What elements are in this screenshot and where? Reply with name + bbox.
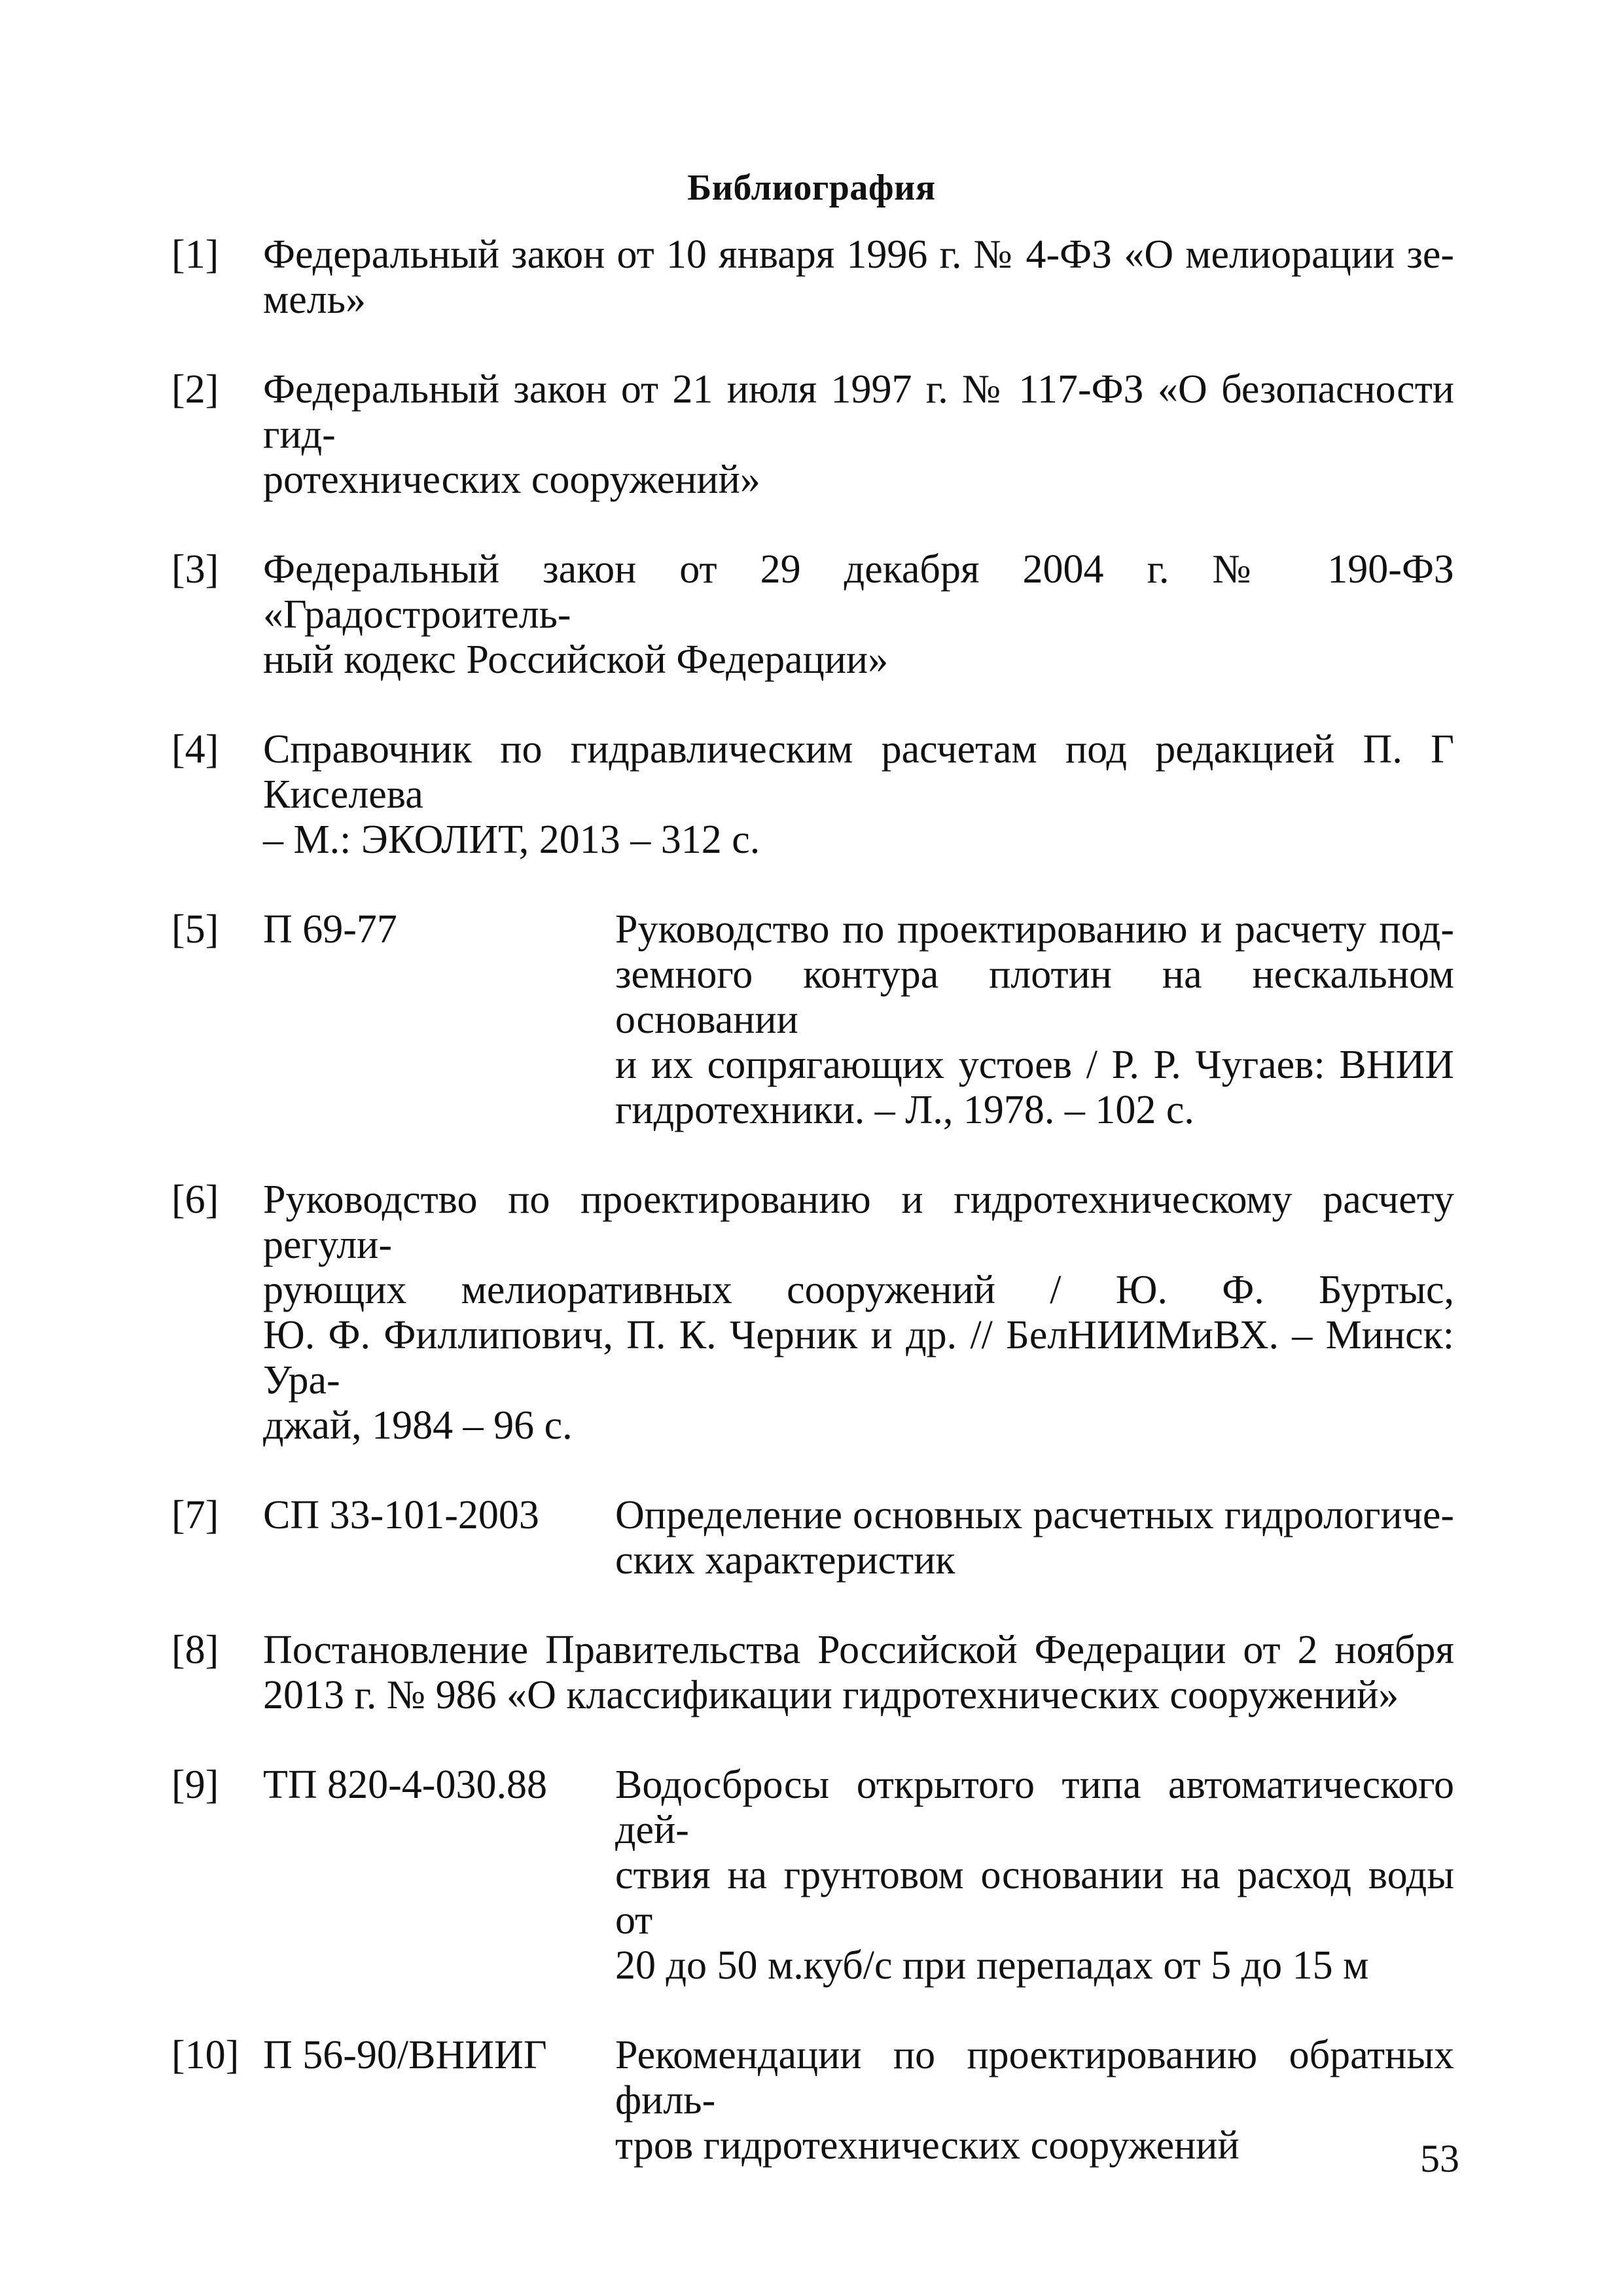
entry-line: 2013 г. № 986 «О классификации гидротехнических сооружений» — [263, 1673, 1399, 1717]
bibliography-list — [171, 232, 1454, 2213]
document-code: ТП 820-4-030.88 — [263, 1763, 547, 1807]
entry-line: – М.: ЭКОЛИТ, 2013 – 312 с. — [263, 817, 760, 862]
entry-text — [615, 1493, 1454, 1583]
bib-entry — [171, 1628, 1454, 1718]
bib-entry — [171, 1763, 1454, 1988]
page-title: Библиография — [687, 168, 936, 208]
entry-line: земного контура плотин на нескальном основании — [615, 952, 1454, 1042]
entry-number: [6] — [171, 1177, 219, 1222]
document-code: П 69-77 — [263, 907, 397, 952]
entry-number: [9] — [171, 1763, 219, 1807]
entry-line: Федеральный закон от 29 декабря 2004 г. № 190-ФЗ «Градостроитель- — [263, 547, 1454, 637]
entry-text — [263, 727, 1454, 863]
entry-text — [263, 232, 1454, 323]
bib-entry — [171, 1493, 1454, 1583]
entry-text — [615, 907, 1454, 1133]
entry-line: Рекомендации по проектированию обратных филь- — [615, 2033, 1454, 2123]
entry-number: [5] — [171, 907, 219, 952]
entry-line: ских характеристик — [615, 1538, 955, 1583]
bib-entry — [171, 1177, 1454, 1448]
bib-entry — [171, 232, 1454, 323]
entry-text — [615, 1763, 1454, 1988]
entry-line: и их сопрягающих устоев / Р. Р. Чугаев: ВНИИ — [615, 1043, 1454, 1087]
entry-line: Руководство по проектированию и гидротехническому расчету регули- — [263, 1177, 1454, 1267]
entry-line: рующих мелиоративных сооружений / Ю. Ф. Буртыс, — [263, 1268, 1454, 1312]
bib-entry — [171, 367, 1454, 503]
entry-number: [10] — [171, 2033, 240, 2077]
entry-line: Определение основных расчетных гидрологиче- — [615, 1493, 1454, 1537]
entry-line: тров гидротехнических сооружений — [615, 2123, 1240, 2168]
entry-line: мель» — [263, 278, 366, 322]
entry-line: Постановление Правительства Российской Федерации от 2 ноября — [263, 1628, 1454, 1672]
bib-entry — [171, 907, 1454, 1133]
entry-text — [263, 367, 1454, 503]
entry-number: [8] — [171, 1628, 219, 1672]
entry-line: Ю. Ф. Филлипович, П. К. Черник и др. // БелНИИМиВХ. – Минск: Ура- — [263, 1313, 1454, 1403]
entry-number: [1] — [171, 232, 219, 277]
entry-number: [7] — [171, 1493, 219, 1537]
entry-number: [2] — [171, 367, 219, 412]
entry-line: Руководство по проектированию и расчету под- — [615, 907, 1454, 952]
entry-line: джай, 1984 – 96 с. — [263, 1403, 573, 1448]
entry-text — [263, 547, 1454, 683]
entry-line: ный кодекс Российской Федерации» — [263, 637, 889, 682]
entry-line: ротехнических сооружений» — [263, 457, 760, 502]
entry-text — [615, 2033, 1454, 2168]
entry-line: 20 до 50 м.куб/с при перепадах от 5 до 15 м — [615, 1943, 1369, 1988]
entry-line: Справочник по гидравлическим расчетам под редакцией П. Г Киселева — [263, 727, 1454, 817]
bib-entry — [171, 727, 1454, 863]
entry-number: [3] — [171, 547, 219, 592]
entry-line: Водосбросы открытого типа автоматического дей- — [615, 1763, 1454, 1852]
entry-number: [4] — [171, 727, 219, 772]
bib-entry — [171, 547, 1454, 683]
entry-line: ствия на грунтовом основании на расход воды от — [615, 1853, 1454, 1943]
bib-entry — [171, 2033, 1454, 2168]
document-code: П 56-90/ВНИИГ — [263, 2033, 547, 2077]
entry-text — [263, 1177, 1454, 1448]
entry-line: Федеральный закон от 10 января 1996 г. № 4-ФЗ «О мелиорации зе- — [263, 232, 1454, 277]
page-number: 53 — [1420, 2137, 1459, 2180]
entry-line: Федеральный закон от 21 июля 1997 г. № 117-ФЗ «О безопасности гид- — [263, 367, 1454, 457]
entry-line: гидротехники. – Л., 1978. – 102 с. — [615, 1088, 1194, 1132]
entry-text — [263, 1628, 1454, 1718]
document-code: СП 33-101-2003 — [263, 1493, 539, 1537]
